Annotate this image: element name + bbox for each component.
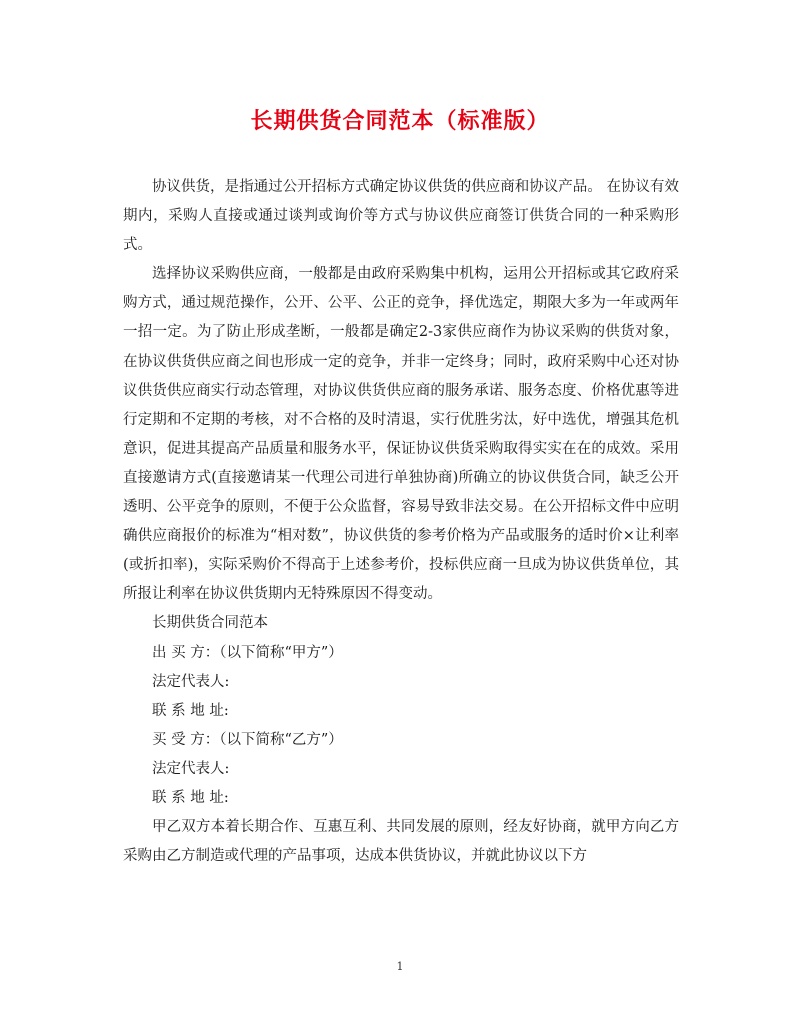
party-line-seller-address: 联 系 地 址:	[152, 702, 229, 719]
page-number: 1	[396, 960, 404, 973]
intro-paragraph: 协议供货，是指通过公开招标方式确定协议供货的供应商和协议产品。 在协议有效期内，采购人直接或通过谈判或询价等方式与协议供应商签订供货合同的一种采购形式。	[123, 179, 679, 254]
closing-paragraph: 甲乙双方本着长期合作、互惠互利、共同发展的原则，经友好协商，就甲方向乙方采购由乙方制造或代理的产品事项，达成本供货协议，并就此协议以下方	[123, 819, 679, 865]
selection-paragraph: 选择协议采购供应商，一般都是由政府采购集中机构，运用公开招标或其它政府采购方式，通过规范操作，公开、公平、公正的竞争，择优选定，期限大多为一年或两年一招一定。为了防止形成垄断，一般都是确定2-3家供应商作为协议采购的供货对象，在协议供货供应商之间也形成一定的竞争，并非一定终身；同时，政府采购中心还对协议供货供应商实行动态管理，对协议供货供应商的服务承诺、服务态度、价格优惠等进行定期和不定期的考核，对不合格的及时清退，实行优胜劣汰，好中选优，增强其危机意识，促进其提高产品质量和服务水平，保证协议供货采购取得实实在在的成效。采用直接邀请方式(直接邀请某一代理公司进行单独协商)所确立的协议供货合同，缺乏公开透明、公平竞争的原则，不便于公众监督，容易导致非法交易。在公开招标文件中应明确供应商报价的标准为“相对数”，协议供货的参考价格为产品或服务的适时价×让利率(或折扣率)，实际采购价不得高于上述参考价，投标供应商一旦成为协议供货单位，其所报让利率在协议供货期内无特殊原因不得变动。	[123, 266, 679, 603]
party-line-buyer-representative: 法定代表人:	[152, 760, 230, 777]
document-title: 长期供货合同范本（标准版）	[250, 108, 550, 134]
party-line-seller-representative: 法定代表人:	[152, 673, 230, 690]
party-line-buyer: 买 受 方：（以下简称“乙方”）	[152, 731, 343, 748]
document-body	[123, 173, 679, 871]
contract-heading: 长期供货合同范本	[152, 615, 268, 632]
party-line-buyer-address: 联 系 地 址:	[152, 789, 229, 806]
party-line-seller: 出 买 方：（以下简称“甲方”）	[152, 644, 343, 661]
